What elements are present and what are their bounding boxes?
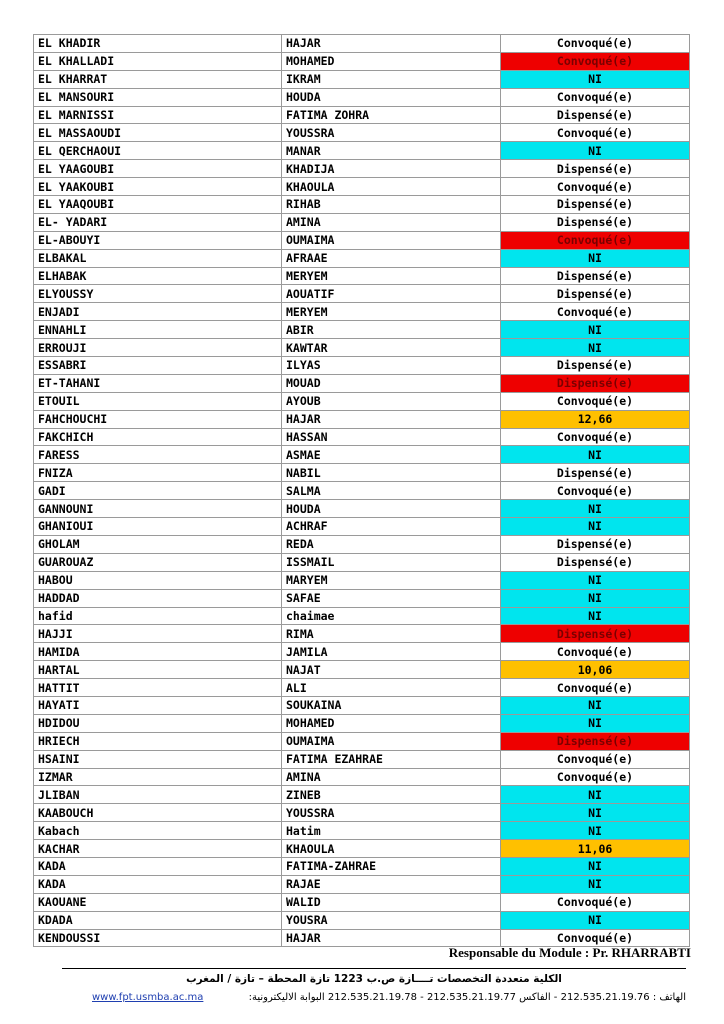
first-name-cell: AMINA <box>282 213 501 231</box>
table-row <box>34 52 690 70</box>
last-name-cell: ERROUJI <box>34 339 282 357</box>
status-cell: Convoqué(e) <box>501 35 690 53</box>
first-name-cell: MANAR <box>282 142 501 160</box>
last-name-cell: Kabach <box>34 822 282 840</box>
table-row <box>34 321 690 339</box>
table-row <box>34 714 690 732</box>
status-cell: NI <box>501 804 690 822</box>
status-cell: NI <box>501 589 690 607</box>
last-name-cell: HAMIDA <box>34 643 282 661</box>
table-row <box>34 357 690 375</box>
first-name-cell: FATIMA EZAHRAE <box>282 750 501 768</box>
status-cell: NI <box>501 607 690 625</box>
table-row <box>34 607 690 625</box>
first-name-cell: SAFAE <box>282 589 501 607</box>
first-name-cell: AYOUB <box>282 392 501 410</box>
status-cell: 10,06 <box>501 661 690 679</box>
last-name-cell: EL YAAQOUBI <box>34 196 282 214</box>
status-cell: Convoqué(e) <box>501 679 690 697</box>
status-cell: Dispensé(e) <box>501 267 690 285</box>
first-name-cell: KHAOULA <box>282 840 501 858</box>
last-name-cell: HAJJI <box>34 625 282 643</box>
first-name-cell: ACHRAF <box>282 518 501 536</box>
status-cell: Convoqué(e) <box>501 124 690 142</box>
table-row <box>34 625 690 643</box>
status-cell: Convoqué(e) <box>501 929 690 947</box>
status-cell: Convoqué(e) <box>501 482 690 500</box>
status-cell: Dispensé(e) <box>501 285 690 303</box>
last-name-cell: HRIECH <box>34 732 282 750</box>
last-name-cell: FNIZA <box>34 464 282 482</box>
footer-contacts: الهاتف : 212.535.21.19.76 - الفاكس 212.535.21.19.77 - 212.535.21.19.78 البوابة الاليكترونية: <box>248 992 686 1003</box>
last-name-cell: EL QERCHAOUI <box>34 142 282 160</box>
first-name-cell: RIHAB <box>282 196 501 214</box>
status-cell: Convoqué(e) <box>501 303 690 321</box>
first-name-cell: YOUSRA <box>282 911 501 929</box>
first-name-cell: SALMA <box>282 482 501 500</box>
status-cell: 11,06 <box>501 840 690 858</box>
last-name-cell: EL MARNISSI <box>34 106 282 124</box>
last-name-cell: HAYATI <box>34 696 282 714</box>
status-cell: Convoqué(e) <box>501 768 690 786</box>
table-row <box>34 822 690 840</box>
table-row <box>34 661 690 679</box>
last-name-cell: EL-ABOUYI <box>34 231 282 249</box>
first-name-cell: chaimae <box>282 607 501 625</box>
table-row <box>34 768 690 786</box>
first-name-cell: KAWTAR <box>282 339 501 357</box>
table-row <box>34 696 690 714</box>
status-cell: NI <box>501 875 690 893</box>
first-name-cell: OUMAIMA <box>282 732 501 750</box>
last-name-cell: EL KHADIR <box>34 35 282 53</box>
last-name-cell: HADDAD <box>34 589 282 607</box>
last-name-cell: ELBAKAL <box>34 249 282 267</box>
table-row <box>34 446 690 464</box>
status-cell: Dispensé(e) <box>501 160 690 178</box>
status-cell: Convoqué(e) <box>501 428 690 446</box>
status-cell: Convoqué(e) <box>501 392 690 410</box>
status-cell: NI <box>501 249 690 267</box>
first-name-cell: MARYEM <box>282 571 501 589</box>
table-row <box>34 911 690 929</box>
table-row <box>34 589 690 607</box>
last-name-cell: hafid <box>34 607 282 625</box>
first-name-cell: HAJAR <box>282 929 501 947</box>
first-name-cell: YOUSSRA <box>282 804 501 822</box>
table-row <box>34 482 690 500</box>
table-row <box>34 553 690 571</box>
first-name-cell: Hatim <box>282 822 501 840</box>
first-name-cell: NAJAT <box>282 661 501 679</box>
table-row <box>34 35 690 53</box>
last-name-cell: EL KHARRAT <box>34 70 282 88</box>
status-cell: Convoqué(e) <box>501 231 690 249</box>
last-name-cell: KENDOUSSI <box>34 929 282 947</box>
table-row <box>34 518 690 536</box>
last-name-cell: IZMAR <box>34 768 282 786</box>
footer-address: الكلية متعددة التخصصات تــــازة ص.ب 1223 تازة المحطة – تازة / المغرب <box>186 973 562 985</box>
table-row <box>34 535 690 553</box>
first-name-cell: RAJAE <box>282 875 501 893</box>
last-name-cell: HATTIT <box>34 679 282 697</box>
students-table-sheet <box>33 34 689 947</box>
table-row <box>34 875 690 893</box>
last-name-cell: GADI <box>34 482 282 500</box>
table-row <box>34 374 690 392</box>
last-name-cell: KADA <box>34 875 282 893</box>
table-row <box>34 500 690 518</box>
table-row <box>34 88 690 106</box>
first-name-cell: WALID <box>282 893 501 911</box>
last-name-cell: KAOUANE <box>34 893 282 911</box>
status-cell: Dispensé(e) <box>501 625 690 643</box>
last-name-cell: ELHABAK <box>34 267 282 285</box>
status-cell: Convoqué(e) <box>501 52 690 70</box>
last-name-cell: ET-TAHANI <box>34 374 282 392</box>
table-row <box>34 231 690 249</box>
table-row <box>34 643 690 661</box>
table-row <box>34 339 690 357</box>
first-name-cell: KHAOULA <box>282 178 501 196</box>
first-name-cell: MOUAD <box>282 374 501 392</box>
status-cell: NI <box>501 786 690 804</box>
last-name-cell: FARESS <box>34 446 282 464</box>
last-name-cell: EL MASSAOUDI <box>34 124 282 142</box>
students-table <box>33 34 690 947</box>
first-name-cell: REDA <box>282 535 501 553</box>
first-name-cell: ISSMAIL <box>282 553 501 571</box>
first-name-cell: AFRAAE <box>282 249 501 267</box>
last-name-cell: HABOU <box>34 571 282 589</box>
first-name-cell: ABIR <box>282 321 501 339</box>
status-cell: NI <box>501 518 690 536</box>
last-name-cell: ETOUIL <box>34 392 282 410</box>
first-name-cell: ZINEB <box>282 786 501 804</box>
first-name-cell: ALI <box>282 679 501 697</box>
first-name-cell: IKRAM <box>282 70 501 88</box>
table-row <box>34 392 690 410</box>
first-name-cell: AMINA <box>282 768 501 786</box>
last-name-cell: GHANIOUI <box>34 518 282 536</box>
table-row <box>34 106 690 124</box>
table-row <box>34 70 690 88</box>
first-name-cell: HOUDA <box>282 88 501 106</box>
footer-contacts-line <box>92 992 686 1003</box>
status-cell: NI <box>501 500 690 518</box>
status-cell: Dispensé(e) <box>501 374 690 392</box>
status-cell: Dispensé(e) <box>501 464 690 482</box>
website-link[interactable]: www.fpt.usmba.ac.ma <box>92 992 204 1003</box>
first-name-cell: HOUDA <box>282 500 501 518</box>
first-name-cell: MOHAMED <box>282 714 501 732</box>
last-name-cell: EL- YADARI <box>34 213 282 231</box>
table-row <box>34 303 690 321</box>
status-cell: NI <box>501 911 690 929</box>
status-cell: NI <box>501 321 690 339</box>
first-name-cell: HASSAN <box>282 428 501 446</box>
table-row <box>34 160 690 178</box>
last-name-cell: KAABOUCH <box>34 804 282 822</box>
first-name-cell: MERYEM <box>282 303 501 321</box>
first-name-cell: MOHAMED <box>282 52 501 70</box>
table-row <box>34 196 690 214</box>
status-cell: Convoqué(e) <box>501 88 690 106</box>
first-name-cell: SOUKAINA <box>282 696 501 714</box>
last-name-cell: EL YAAGOUBI <box>34 160 282 178</box>
status-cell: Dispensé(e) <box>501 196 690 214</box>
last-name-cell: EL YAAKOUBI <box>34 178 282 196</box>
first-name-cell: ASMAE <box>282 446 501 464</box>
table-row <box>34 571 690 589</box>
table-row <box>34 840 690 858</box>
status-cell: NI <box>501 446 690 464</box>
table-row <box>34 178 690 196</box>
table-row <box>34 893 690 911</box>
first-name-cell: HAJAR <box>282 410 501 428</box>
table-row <box>34 142 690 160</box>
table-row <box>34 732 690 750</box>
last-name-cell: EL KHALLADI <box>34 52 282 70</box>
table-row <box>34 267 690 285</box>
table-row <box>34 428 690 446</box>
table-row <box>34 786 690 804</box>
table-row <box>34 804 690 822</box>
first-name-cell: FATIMA-ZAHRAE <box>282 857 501 875</box>
module-responsible-signature: Responsable du Module : Pr. RHARRABTI <box>448 945 691 960</box>
status-cell: NI <box>501 142 690 160</box>
status-cell: NI <box>501 571 690 589</box>
table-row <box>34 679 690 697</box>
table-row <box>34 410 690 428</box>
last-name-cell: HSAINI <box>34 750 282 768</box>
status-cell: Dispensé(e) <box>501 213 690 231</box>
first-name-cell: RIMA <box>282 625 501 643</box>
first-name-cell: AOUATIF <box>282 285 501 303</box>
status-cell: Dispensé(e) <box>501 553 690 571</box>
table-row <box>34 249 690 267</box>
table-row <box>34 464 690 482</box>
last-name-cell: GUAROUAZ <box>34 553 282 571</box>
status-cell: Convoqué(e) <box>501 750 690 768</box>
status-cell: Dispensé(e) <box>501 357 690 375</box>
last-name-cell: HDIDOU <box>34 714 282 732</box>
status-cell: Convoqué(e) <box>501 893 690 911</box>
last-name-cell: GHOLAM <box>34 535 282 553</box>
status-cell: Dispensé(e) <box>501 106 690 124</box>
status-cell: Dispensé(e) <box>501 732 690 750</box>
status-cell: NI <box>501 857 690 875</box>
status-cell: NI <box>501 339 690 357</box>
last-name-cell: FAHCHOUCHI <box>34 410 282 428</box>
status-cell: NI <box>501 822 690 840</box>
last-name-cell: GANNOUNI <box>34 500 282 518</box>
last-name-cell: ELYOUSSY <box>34 285 282 303</box>
first-name-cell: ILYAS <box>282 357 501 375</box>
status-cell: Convoqué(e) <box>501 178 690 196</box>
last-name-cell: FAKCHICH <box>34 428 282 446</box>
status-cell: Dispensé(e) <box>501 535 690 553</box>
table-row <box>34 124 690 142</box>
last-name-cell: JLIBAN <box>34 786 282 804</box>
status-cell: NI <box>501 696 690 714</box>
status-cell: 12,66 <box>501 410 690 428</box>
last-name-cell: KADA <box>34 857 282 875</box>
table-row <box>34 213 690 231</box>
table-row <box>34 750 690 768</box>
table-body <box>34 35 690 947</box>
table-row <box>34 285 690 303</box>
first-name-cell: YOUSSRA <box>282 124 501 142</box>
first-name-cell: HAJAR <box>282 35 501 53</box>
first-name-cell: JAMILA <box>282 643 501 661</box>
first-name-cell: MERYEM <box>282 267 501 285</box>
status-cell: Convoqué(e) <box>501 643 690 661</box>
first-name-cell: FATIMA ZOHRA <box>282 106 501 124</box>
last-name-cell: ENNAHLI <box>34 321 282 339</box>
last-name-cell: EL MANSOURI <box>34 88 282 106</box>
last-name-cell: ENJADI <box>34 303 282 321</box>
status-cell: NI <box>501 70 690 88</box>
footer-divider <box>62 968 686 969</box>
first-name-cell: OUMAIMA <box>282 231 501 249</box>
last-name-cell: KDADA <box>34 911 282 929</box>
last-name-cell: HARTAL <box>34 661 282 679</box>
last-name-cell: ESSABRI <box>34 357 282 375</box>
first-name-cell: KHADIJA <box>282 160 501 178</box>
status-cell: NI <box>501 714 690 732</box>
first-name-cell: NABIL <box>282 464 501 482</box>
last-name-cell: KACHAR <box>34 840 282 858</box>
table-row <box>34 857 690 875</box>
